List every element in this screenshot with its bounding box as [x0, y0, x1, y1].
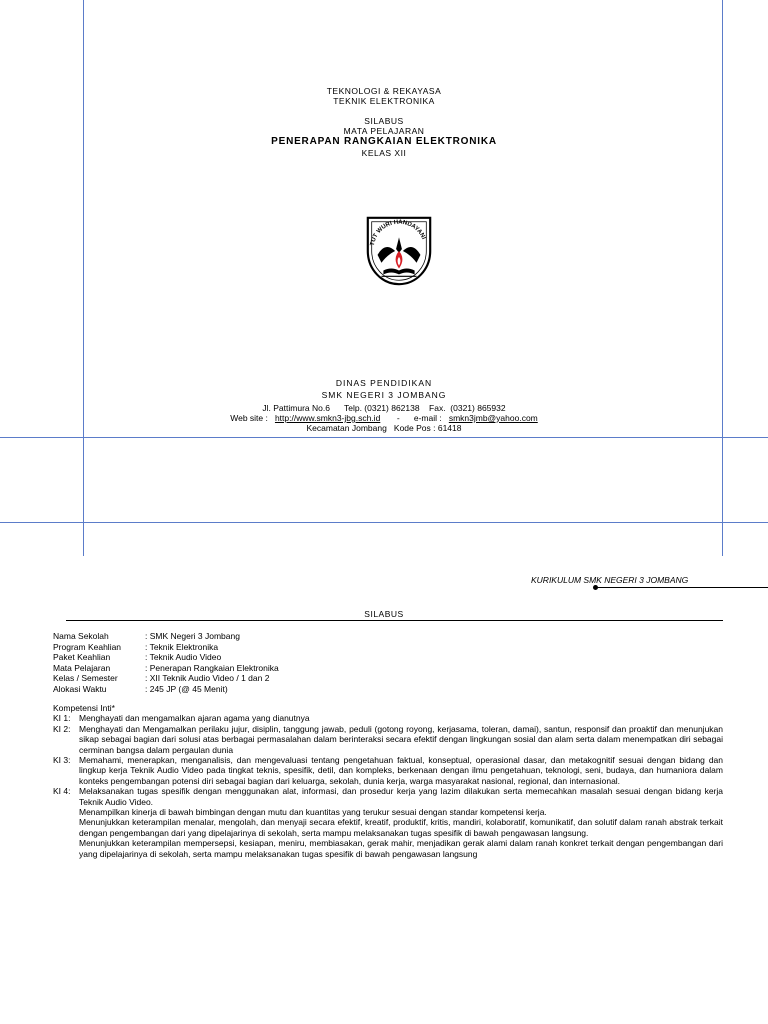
- cover-line: TEKNOLOGI & REKAYASA: [326, 86, 442, 96]
- silabus-title: SILABUS: [364, 609, 404, 619]
- info-key: Nama Sekolah: [53, 631, 109, 641]
- info-row: [53, 631, 279, 642]
- info-value: : 245 JP (@ 45 Menit): [145, 683, 228, 694]
- identity-table: [53, 631, 279, 694]
- frame-line-right: [722, 0, 723, 556]
- ki-text: Melaksanakan tugas spesifik dengan menggunakan alat, informasi, dan prosedur kerja yang lazim dilakukan serta memecahkan masalah sesuai dengan bidang kerja Teknik Audio Video.: [79, 786, 723, 807]
- frame-line-left: [83, 0, 84, 556]
- ki-label: KI 3:: [53, 755, 71, 766]
- logo-text: TUT WURI HANDAYANI: [369, 219, 427, 247]
- location-line: Kecamatan Jombang Kode Pos : 61418: [306, 423, 462, 433]
- info-row: [53, 684, 279, 695]
- info-key: Kelas / Semester: [53, 673, 118, 683]
- info-key: Program Keahlian: [53, 641, 122, 652]
- cover-line: MATA PELAJARAN: [343, 126, 425, 136]
- ki-label: KI 1:: [53, 713, 71, 724]
- ki-1: [53, 713, 723, 723]
- ki-text: Menghayati dan mengamalkan ajaran agama yang dianutnya: [79, 713, 310, 724]
- frame-line-bottom: [0, 522, 768, 523]
- web-label: Web site :: [230, 413, 268, 423]
- dinas-label: DINAS PENDIDIKAN: [335, 378, 433, 388]
- email-link[interactable]: smkn3jmb@yahoo.com: [448, 413, 538, 423]
- frame-line-top: [0, 437, 768, 438]
- ki-label: KI 2:: [53, 723, 71, 734]
- info-row: [53, 642, 279, 653]
- header-rule: [596, 587, 768, 588]
- ki-text: Memahami, menerapkan, menganalisis, dan mengevaluasi tentang pengetahuan faktual, konseptual, operasional dasar, dan metakognitif sesuai dengan bidang dan lingkup kerja Teknik Audio Video pada tingkat teknis, spesifik, detil, dan kompleks, berkenaan dengan ilmu pengetahuan, teknologi, seni, budaya, dan humaniora dalam konteks pengembangan potensi diri sebagai bagian dari keluarga, sekolah, dunia kerja, warga masyarakat nasional, regional, dan internasional.: [79, 755, 723, 786]
- info-value: : XII Teknik Audio Video / 1 dan 2: [145, 673, 270, 683]
- cover-line: KELAS XII: [361, 148, 407, 158]
- school-name: SMK NEGERI 3 JOMBANG: [321, 390, 447, 400]
- website-link[interactable]: http://www.smkn3-jbg.sch.id: [274, 413, 381, 423]
- school-address: Jl. Pattimura No.6 Telp. (0321) 862138 Fax. (0321) 865932: [262, 403, 506, 413]
- contact-block: [0, 378, 768, 433]
- ki-3: [53, 755, 723, 786]
- ki-4-paragraph: Menunjukkan keterampilan mempersepsi, kesiapan, meniru, membiasakan, gerak mahir, menjadikan gerak alami dalam ranah konkret terkait dengan pengembangan dari yang dipelajarinya di sekolah, serta mampu melaksanakan tugas spesifik di bawah pengawasan langsung: [79, 838, 723, 859]
- title-rule: [66, 620, 723, 621]
- ki-4-paragraph: Menampilkan kinerja di bawah bimbingan dengan mutu dan kuantitas yang terukur sesuai dengan standar kompetensi kerja.: [79, 807, 547, 818]
- cover-line: TEKNIK ELEKTRONIKA: [333, 96, 435, 106]
- kompetensi-title: Kompetensi Inti*: [53, 703, 115, 713]
- ki-text: Menghayati dan Mengamalkan perilaku jujur, disiplin, tanggung jawab, peduli (gotong royong, kerjasama, toleran, damai), santun, responsif dan proaktif dan menunjukan sikap sebagai bagian dari solusi atas berbagai permasalahan dalam berinteraksi secara efektif dengan lingkungan sosial dan alam serta dalam menempatkan diri sebagai cerminan bangsa dalam pergaulan dunia: [79, 723, 723, 755]
- info-value: : Penerapan Rangkaian Elektronika: [145, 662, 279, 673]
- curriculum-header: KURIKULUM SMK NEGERI 3 JOMBANG: [531, 575, 689, 585]
- ki-4-paragraph: Menunjukkan keterampilan menalar, mengolah, dan menyaji secara efektif, kreatif, produktif, kritis, mandiri, kolaboratif, komunikatif, dan solutif dalam ranah abstrak terkait dengan pengembangan dari yang dipelajarinya di sekolah, serta mampu melaksanakan tugas spesifik di bawah pengawasan langsung.: [79, 817, 723, 838]
- tut-wuri-handayani-logo: [360, 212, 438, 290]
- web-email-line: [0, 413, 768, 423]
- ki-label: KI 4:: [53, 786, 71, 797]
- info-key: Alokasi Waktu: [53, 683, 107, 694]
- ki-2: [53, 724, 723, 755]
- ki-4: [53, 786, 723, 807]
- info-value: : SMK Negeri 3 Jombang: [145, 631, 240, 641]
- cover-title-block: [0, 86, 768, 158]
- subject-title: PENERAPAN RANGKAIAN ELEKTRONIKA: [271, 136, 497, 147]
- info-value: : Teknik Elektronika: [145, 641, 219, 652]
- info-key: Paket Keahlian: [53, 652, 111, 662]
- info-value: : Teknik Audio Video: [145, 652, 222, 662]
- info-row: [53, 652, 279, 663]
- email-label: - e-mail :: [396, 413, 442, 423]
- info-row: [53, 673, 279, 684]
- cover-line: SILABUS: [364, 116, 404, 126]
- info-row: [53, 663, 279, 674]
- info-key: Mata Pelajaran: [53, 662, 111, 673]
- kompetensi-inti-section: [53, 703, 723, 859]
